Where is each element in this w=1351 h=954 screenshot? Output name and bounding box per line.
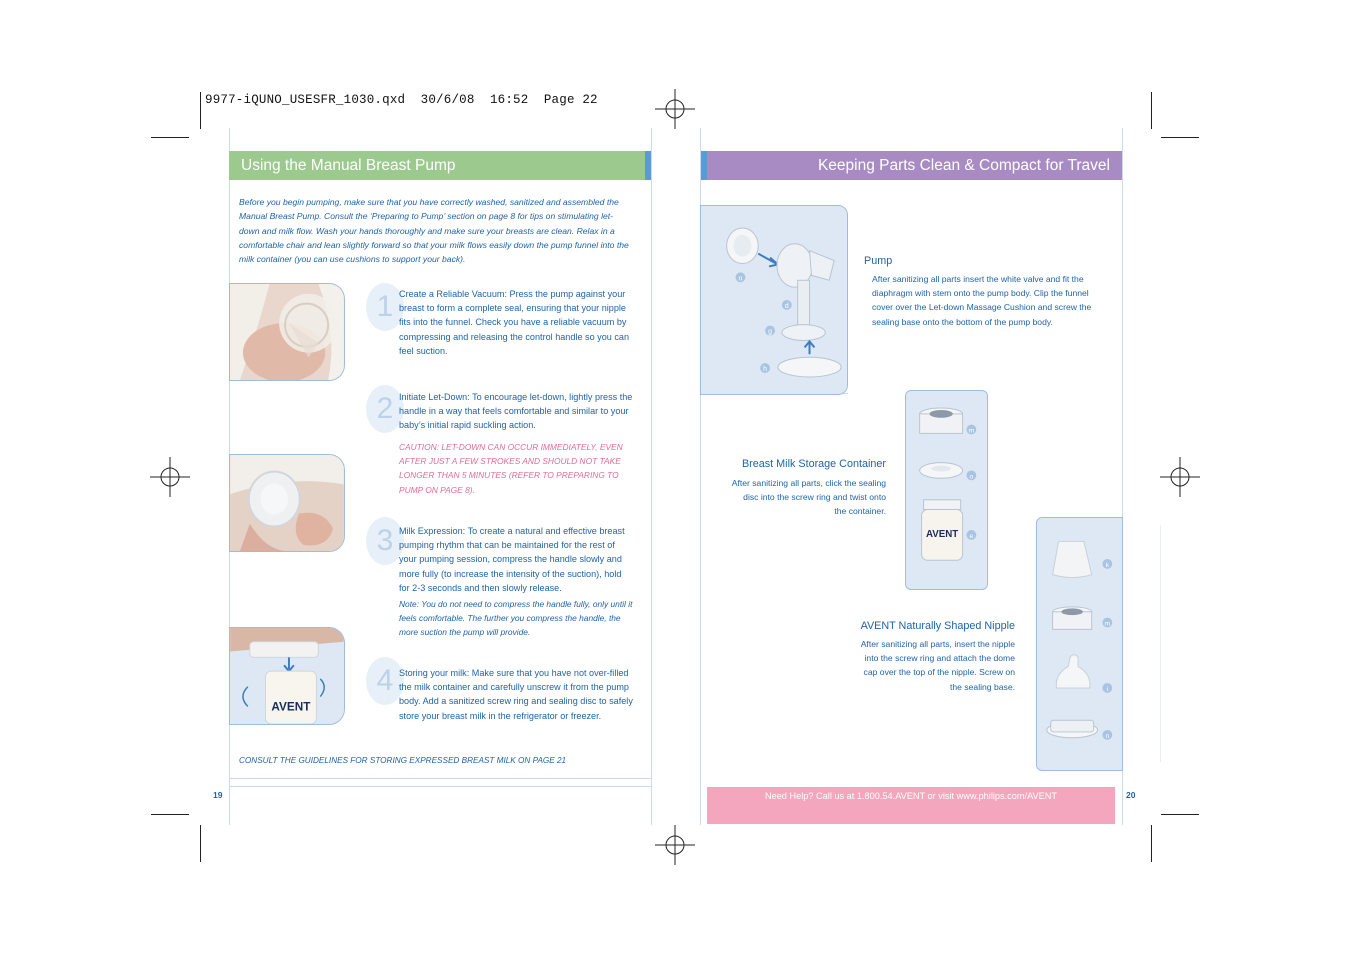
part-label: o — [969, 473, 974, 481]
section-tab — [645, 151, 651, 180]
page-number-left: 19 — [213, 790, 223, 800]
part-label: d — [784, 302, 789, 310]
storage-container-panel — [905, 390, 988, 590]
right-section-title: Keeping Parts Clean & Compact for Travel — [707, 151, 1122, 180]
nipple-section-body: After sanitizing all parts, insert the nipple into the screw ring and attach the dome cap over the top of the nipple. Screw on the sealing base. — [860, 639, 1015, 692]
crop-mark — [1151, 825, 1152, 862]
page-frame-line — [229, 778, 651, 779]
part-label: e — [969, 532, 974, 540]
crop-mark — [1151, 92, 1152, 129]
registration-mark-icon — [655, 825, 695, 865]
caution-text: CAUTION: LET-DOWN CAN OCCUR IMMEDIATELY, EVEN AFTER JUST A FEW STROKES AND SHOULD NOT TAKE LONGER THAN 5 MINUTES (REFER TO PREPARING TO PUMP ON PAGE 8). — [399, 442, 623, 495]
storage-section-title: Breast Milk Storage Container — [741, 458, 886, 470]
part-label: n — [738, 275, 743, 283]
crop-mark — [200, 92, 201, 129]
part-label: g — [768, 328, 772, 336]
crop-mark — [151, 137, 189, 138]
pump-section-body: After sanitizing all parts insert the white valve and fit the diaphragm with stem onto the pump body. Clip the funnel cover over the Let-down Massage Cushion and screw the sealing base onto the bottom of the pump body. — [872, 274, 1092, 327]
step-number-1: 1 — [366, 283, 404, 331]
registration-mark-icon — [1160, 457, 1200, 497]
pump-assembly-panel — [700, 205, 848, 395]
left-section-title: Using the Manual Breast Pump — [229, 151, 645, 180]
crop-mark — [1161, 814, 1199, 815]
step-3-text: Milk Expression: To create a natural and effective breast pumping rhythm that can be maintained for the rest of your pumping session, compress the handle slowly and more fully (to increase the intensity of the suction), hold for 2-3 seconds and then slowly release. — [399, 526, 625, 593]
part-label: k — [1105, 561, 1110, 569]
page-frame-line — [1160, 525, 1161, 762]
intro-paragraph: Before you begin pumping, make sure that you have correctly washed, sanitized and assembled the Manual Breast Pump. Consult the ‘Preparing to Pump’ section on page 8 for tips on stimulating let-down and milk flow. Wash your hands thoroughly and make sure your breasts are clean. Relax in a comfortable chair and lean slightly forward so that your milk flows easily down the pump funnel into the milk container (you can use cushions to support your back). — [239, 197, 629, 265]
part-label: m — [1104, 620, 1111, 628]
nipple-section-title: AVENT Naturally Shaped Nipple — [860, 620, 1015, 632]
step-number-4: 4 — [366, 657, 404, 705]
step-number-3: 3 — [366, 517, 404, 565]
registration-mark-icon — [655, 89, 695, 129]
step-1-text: Create a Reliable Vacuum: Press the pump against your breast to form a complete seal, ensuring that your nipple fits into the funnel. Check you have a reliable vacuum by compressing and releasing the control handle so you can feel suction. — [399, 289, 630, 356]
page-frame-line — [651, 128, 652, 825]
avent-bottle-logo: AVENT — [271, 700, 311, 714]
page-frame-line — [229, 786, 651, 787]
crop-mark — [1161, 137, 1199, 138]
step-4-text: Storing your milk: Make sure that you have not over-filled the milk container and carefully unscrew it from the pump body. Add a sanitized screw ring and sealing disc to safely store your breast milk in the refrigerator or freezer. — [399, 668, 633, 721]
hand-on-pump-photo — [229, 454, 345, 552]
crop-mark — [151, 814, 189, 815]
section-tab — [701, 151, 707, 180]
printer-slug: 9977-iQUNO_USESFR_1030.qxd 30/6/08 16:52 Page 22 — [205, 93, 598, 107]
step-number-2: 2 — [366, 385, 404, 433]
registration-mark-icon — [150, 457, 190, 497]
part-label: h — [763, 366, 768, 374]
pump-section-title: Pump — [864, 255, 893, 267]
storage-section-body: After sanitizing all parts, click the sealing disc into the screw ring and twist onto the container. — [731, 478, 886, 517]
pump-on-breast-photo — [229, 283, 345, 381]
part-label: i — [1106, 685, 1109, 693]
avent-bottle-logo: AVENT — [925, 528, 959, 540]
crop-mark — [200, 825, 201, 862]
part-label: n — [1105, 732, 1110, 740]
bottle-unscrew-photo — [229, 627, 345, 725]
part-label: m — [968, 427, 975, 435]
consult-guidelines-note: CONSULT THE GUIDELINES FOR STORING EXPRESSED BREAST MILK ON PAGE 21 — [239, 756, 567, 765]
nipple-assembly-panel — [1036, 517, 1123, 771]
help-contact-bar: Need Help? Call us at 1.800.54.AVENT or visit www.philips.com/AVENT — [707, 787, 1115, 824]
step-2-text: Initiate Let-Down: To encourage let-down, lightly press the handle in a way that feels comfortable and similar to your baby’s initial rapid suckling action. — [399, 392, 633, 431]
note-text: Note: You do not need to compress the handle fully, only until it feels comfortable. The further you compress the handle, the more suction the pump will provide. — [399, 599, 633, 638]
page-number-right: 20 — [1126, 790, 1136, 800]
